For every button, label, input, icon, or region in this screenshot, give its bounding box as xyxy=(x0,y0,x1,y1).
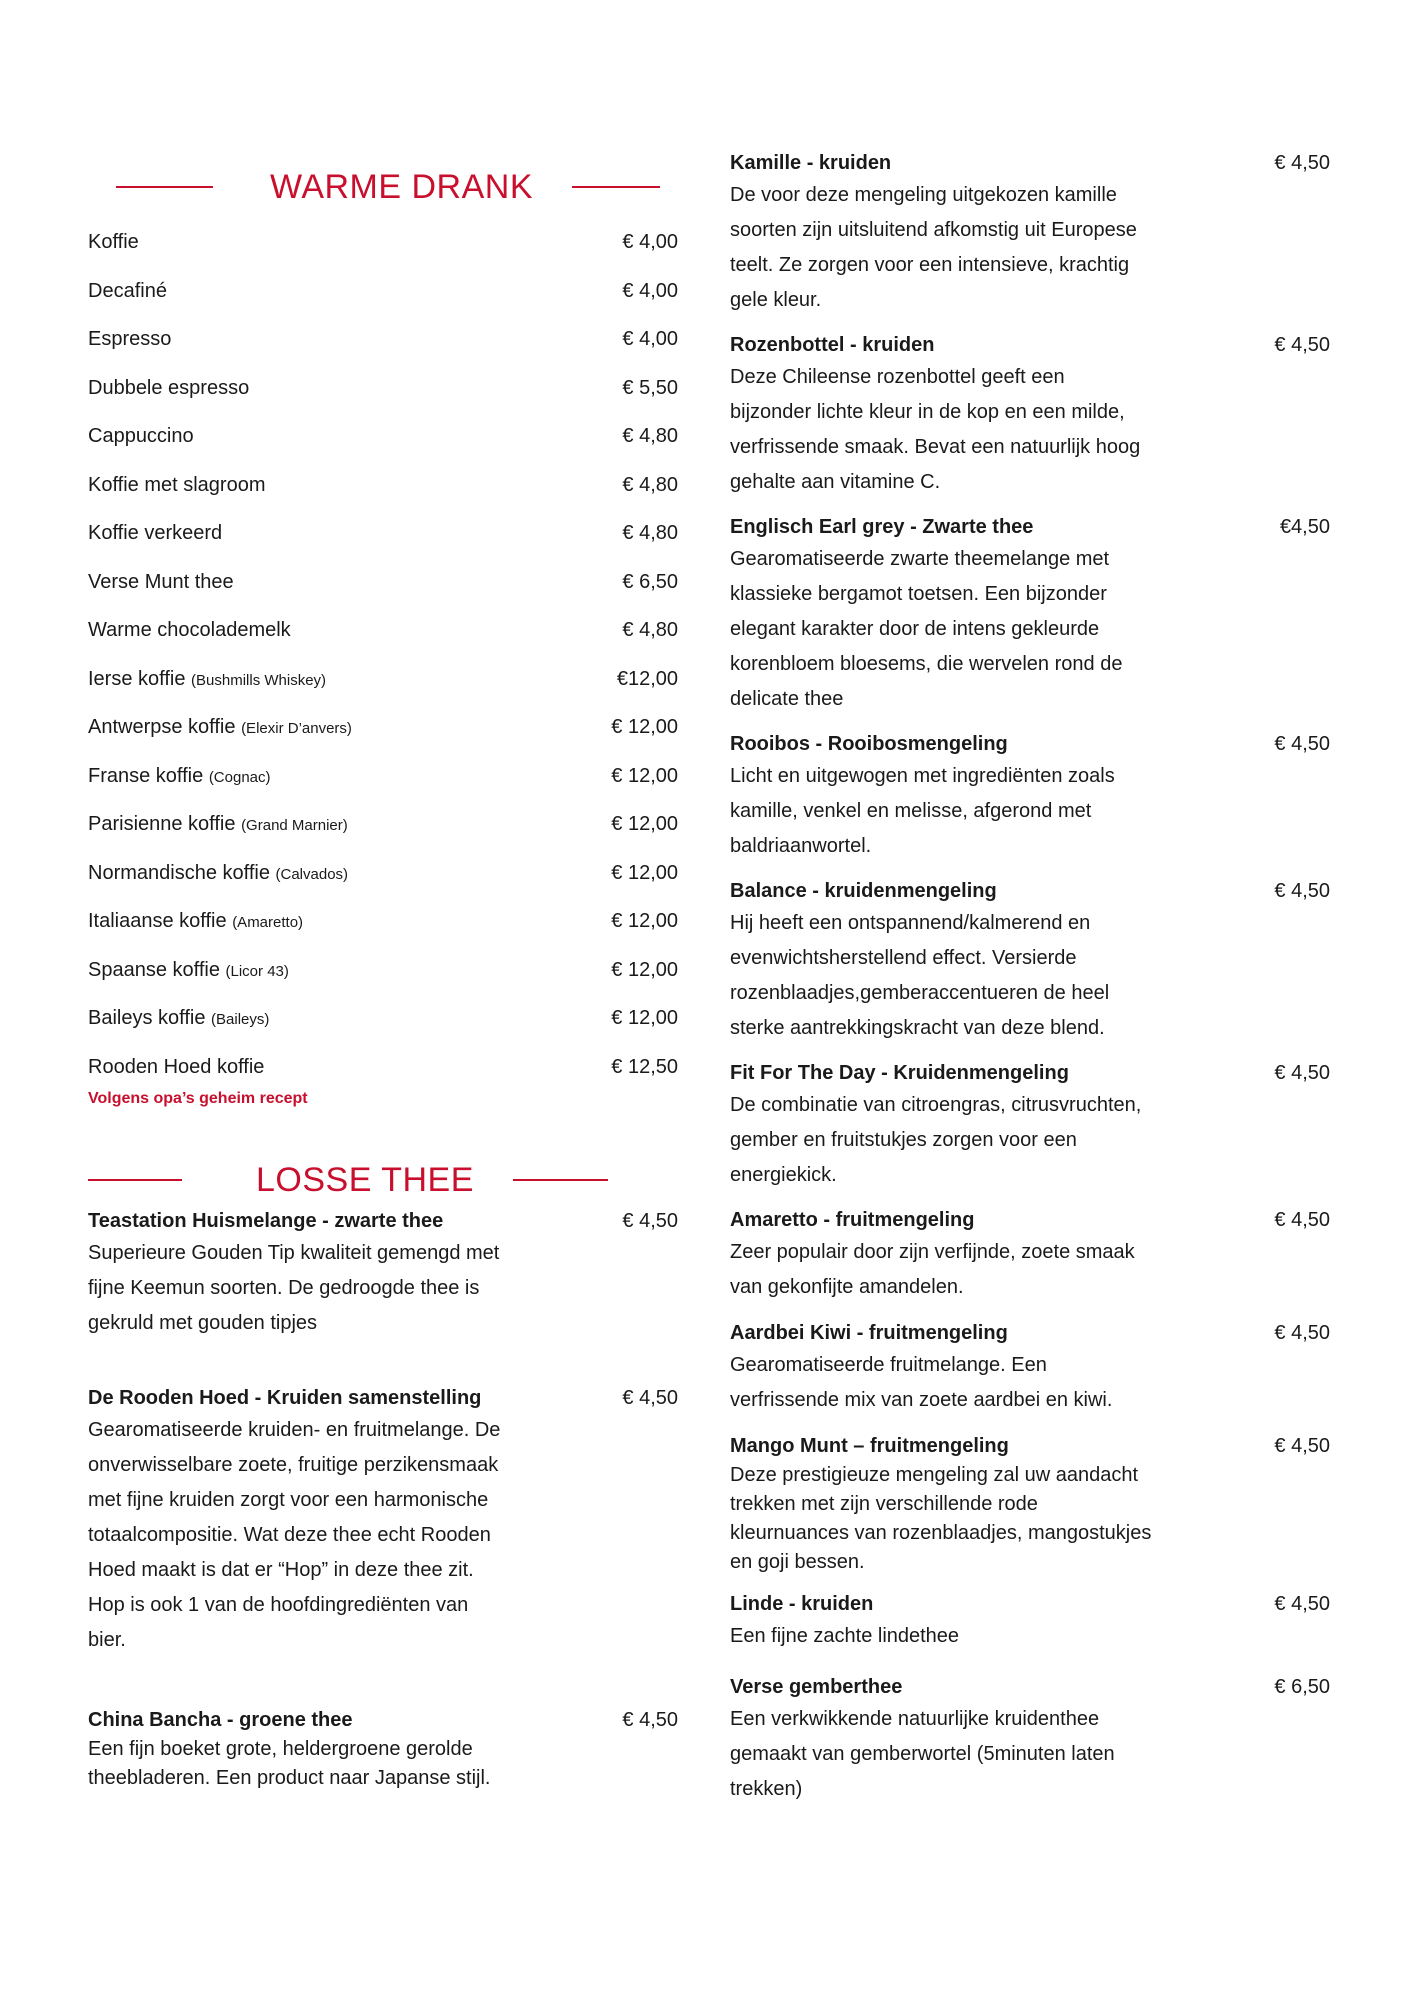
menu-item-note: (Grand Marnier) xyxy=(241,817,348,834)
tea-description-line: sterke aantrekkingskracht van deze blend. xyxy=(730,1017,1105,1039)
menu-item-name xyxy=(88,849,348,899)
menu-item-row xyxy=(88,897,678,945)
menu-item-price: € 12,00 xyxy=(611,764,678,787)
menu-item-note: (Cognac) xyxy=(208,768,271,786)
tea-description-line: baldriaanwortel. xyxy=(730,835,872,857)
tea-description-line: van gekonfijte amandelen. xyxy=(730,1276,964,1298)
menu-item-label: Koffie xyxy=(88,231,139,253)
tea-description-line: klassieke bergamot toetsen. Een bijzonder xyxy=(730,583,1107,605)
menu-item-price: € 4,00 xyxy=(622,279,678,302)
warme-drank-heading xyxy=(88,162,678,212)
right-column xyxy=(730,0,1330,2000)
tea-description-line: Een verkwikkende natuurlijke kruidenthee xyxy=(730,1708,1100,1730)
tea-description-line: gekruld met gouden tipjes xyxy=(88,1312,318,1334)
menu-item-name xyxy=(88,800,348,850)
menu-item-note: (Baileys) xyxy=(211,1011,270,1028)
menu-item-price: € 12,00 xyxy=(611,716,678,738)
menu-item-note: (Amaretto) xyxy=(232,914,304,931)
menu-item-note: (Calvados) xyxy=(275,865,349,883)
menu-item-name xyxy=(88,218,139,266)
losse-thee-heading xyxy=(88,1155,678,1205)
tea-description-line: verfrissende mix van zoete aardbei en kiwi. xyxy=(730,1389,1113,1411)
tea-description-line: theebladeren. Een product naar Japanse stijl. xyxy=(88,1767,491,1789)
menu-item-row xyxy=(88,461,678,509)
menu-item-price: € 4,80 xyxy=(622,425,678,447)
menu-item-name xyxy=(88,994,269,1044)
menu-item-label: Koffie verkeerd xyxy=(88,522,223,544)
tea-item xyxy=(730,1672,1330,1807)
tea-description-line: Gearomatiseerde zwarte theemelange met xyxy=(730,548,1110,570)
menu-item-name xyxy=(88,558,234,606)
menu-item-label: Koffie met slagroom xyxy=(88,473,266,496)
menu-item-row xyxy=(88,655,678,703)
tea-item xyxy=(730,1318,1330,1418)
menu-item-row xyxy=(88,946,678,994)
left-column xyxy=(88,0,678,2000)
menu-item-label: Antwerpse koffie xyxy=(88,716,236,738)
tea-description-line: fijne Keemun soorten. De gedroogde thee is xyxy=(88,1277,480,1299)
menu-item-price: € 12,00 xyxy=(611,958,678,981)
menu-item-price: € 4,80 xyxy=(622,473,678,496)
tea-description-line: Deze Chileense rozenbottel geeft een xyxy=(730,366,1065,388)
tea-item xyxy=(730,1058,1330,1193)
menu-item-note: (Elexir D’anvers) xyxy=(241,720,352,737)
tea-description-line: Hop is ook 1 van de hoofdingrediënten van xyxy=(88,1594,469,1616)
tea-item xyxy=(730,1431,1330,1577)
tea-description-line: energiekick. xyxy=(730,1164,837,1186)
menu-item-label: Dubbele espresso xyxy=(88,376,250,399)
tea-item xyxy=(730,330,1330,500)
tea-price: € 4,50 xyxy=(1274,1062,1330,1084)
tea-description-line: trekken met zijn verschillende rode xyxy=(730,1493,1038,1515)
menu-item-name xyxy=(88,412,194,460)
menu-item-row xyxy=(88,752,678,800)
menu-item-price: € 6,50 xyxy=(622,570,678,593)
tea-price: € 4,50 xyxy=(1274,1593,1330,1615)
tea-description-line: Een fijne zachte lindethee xyxy=(730,1625,960,1647)
tea-description-line: korenbloem bloesems, die wervelen rond de xyxy=(730,653,1123,675)
tea-price: € 4,50 xyxy=(1274,1322,1330,1344)
menu-item-row xyxy=(88,1043,678,1091)
tea-description-line: De voor deze mengeling uitgekozen kamille xyxy=(730,184,1117,206)
tea-name: Balance - kruidenmengeling xyxy=(730,880,997,902)
warme-drank-title: WARME DRANK xyxy=(270,168,534,206)
tea-price: € 4,50 xyxy=(1274,880,1330,902)
heading-rule-right xyxy=(513,1179,608,1181)
tea-name: Kamille - kruiden xyxy=(730,152,892,174)
menu-item-row xyxy=(88,849,678,897)
menu-item-label: Cappuccino xyxy=(88,425,194,447)
tea-name: Amaretto - fruitmengeling xyxy=(730,1209,975,1231)
menu-item-row xyxy=(88,218,678,266)
menu-item-name xyxy=(88,509,222,557)
heading-rule-left xyxy=(88,1179,182,1181)
menu-item-name xyxy=(88,1043,264,1091)
menu-item-label: Rooden Hoed koffie xyxy=(88,1055,265,1078)
tea-description-line: bier. xyxy=(88,1629,126,1651)
tea-description-line: evenwichtsherstellend effect. Versierde xyxy=(730,947,1077,969)
menu-item-name xyxy=(88,606,291,654)
tea-name: Linde - kruiden xyxy=(730,1593,874,1615)
menu-item-label: Baileys koffie xyxy=(88,1007,206,1029)
tea-name: China Bancha - groene thee xyxy=(88,1709,353,1731)
menu-item-name xyxy=(88,364,249,412)
tea-item xyxy=(730,729,1330,864)
tea-description-line: kamille, venkel en melisse, afgerond met xyxy=(730,800,1092,822)
losse-thee-title: LOSSE THEE xyxy=(256,1161,474,1199)
menu-item-label: Verse Munt thee xyxy=(88,570,234,593)
tea-description-line: Hij heeft een ontspannend/kalmerend en xyxy=(730,912,1091,934)
menu-item-row xyxy=(88,994,678,1042)
tea-description-line: onverwisselbare zoete, fruitige perzikensmaak xyxy=(88,1454,499,1476)
menu-item-label: Parisienne koffie xyxy=(88,813,236,835)
tea-description-line: Een fijn boeket grote, heldergroene gerolde xyxy=(88,1738,473,1760)
tea-price: € 6,50 xyxy=(1274,1676,1330,1698)
menu-item-label: Decafiné xyxy=(88,279,167,302)
menu-item-name xyxy=(88,655,326,705)
tea-name: Rozenbottel - kruiden xyxy=(730,334,935,356)
tea-name: Verse gemberthee xyxy=(730,1676,903,1698)
heading-rule-right xyxy=(572,186,660,188)
tea-description-line: gele kleur. xyxy=(730,289,822,311)
tea-price: €4,50 xyxy=(1279,516,1330,538)
tea-description-line: Hoed maakt is dat er “Hop” in deze thee zit. xyxy=(88,1559,474,1581)
tea-description-line: met fijne kruiden zorgt voor een harmonische xyxy=(88,1489,489,1511)
tea-price: € 4,50 xyxy=(622,1210,678,1232)
menu-item-label: Normandische koffie xyxy=(88,861,270,884)
menu-item-name xyxy=(88,315,171,363)
tea-description-line: totaalcompositie. Wat deze thee echt Rooden xyxy=(88,1524,491,1546)
tea-description-line: gehalte aan vitamine C. xyxy=(730,471,941,493)
tea-description-line: en goji bessen. xyxy=(730,1551,865,1573)
menu-item-price: € 12,50 xyxy=(611,1055,678,1078)
menu-item-price: € 4,00 xyxy=(622,231,678,253)
tea-price: € 4,50 xyxy=(1274,1209,1330,1231)
menu-item-row xyxy=(88,703,678,751)
tea-description-line: Gearomatiseerde fruitmelange. Een xyxy=(730,1354,1047,1376)
menu-item-label: Franse koffie xyxy=(88,764,204,787)
tea-description-line: Gearomatiseerde kruiden- en fruitmelange. De xyxy=(88,1419,501,1441)
tea-description-line: soorten zijn uitsluitend afkomstig uit Europese xyxy=(730,219,1137,241)
secret-recipe-note: Volgens opa’s geheim recept xyxy=(88,1090,308,1107)
tea-description-line: trekken) xyxy=(730,1778,803,1800)
tea-description-line: Zeer populair door zijn verfijnde, zoete smaak xyxy=(730,1241,1135,1263)
tea-description-line: verfrissende smaak. Bevat een natuurlijk hoog xyxy=(730,436,1141,458)
menu-item-label: Warme chocolademelk xyxy=(88,619,291,641)
tea-description-line: rozenblaadjes,gemberaccentueren de heel xyxy=(730,982,1110,1004)
tea-description-line: gember en fruitstukjes zorgen voor een xyxy=(730,1129,1077,1151)
menu-item-label: Espresso xyxy=(88,328,172,350)
tea-name: Mango Munt – fruitmengeling xyxy=(730,1435,1009,1457)
menu-item-price: € 12,00 xyxy=(611,1007,678,1029)
menu-item-row xyxy=(88,267,678,315)
menu-item-row xyxy=(88,315,678,363)
menu-item-note: (Bushmills Whiskey) xyxy=(191,671,327,689)
tea-item xyxy=(730,1205,1330,1305)
tea-item xyxy=(730,1589,1330,1654)
tea-price: € 4,50 xyxy=(1274,1435,1330,1457)
menu-item-row xyxy=(88,509,678,557)
menu-item-name xyxy=(88,897,303,947)
menu-item-price: € 4,80 xyxy=(622,619,678,641)
tea-description-line: delicate thee xyxy=(730,688,844,710)
menu-item-name xyxy=(88,752,271,802)
menu-item-row xyxy=(88,558,678,606)
menu-item-row xyxy=(88,800,678,848)
tea-name: Englisch Earl grey - Zwarte thee xyxy=(730,516,1034,538)
tea-description-line: bijzonder lichte kleur in de kop en een milde, xyxy=(730,401,1125,423)
tea-description-line: elegant karakter door de intens gekleurde xyxy=(730,618,1100,640)
tea-description-line: Licht en uitgewogen met ingrediënten zoals xyxy=(730,765,1115,787)
menu-item-label: Italiaanse koffie xyxy=(88,910,227,932)
menu-item-row xyxy=(88,412,678,460)
menu-item-label: Ierse koffie xyxy=(88,667,186,690)
tea-price: € 4,50 xyxy=(622,1387,678,1409)
tea-name: De Rooden Hoed - Kruiden samenstelling xyxy=(88,1387,482,1409)
tea-description-line: Deze prestigieuze mengeling zal uw aandacht xyxy=(730,1464,1139,1486)
menu-item-label: Spaanse koffie xyxy=(88,958,220,981)
tea-description-line: kleurnuances van rozenblaadjes, mangostukjes xyxy=(730,1522,1152,1544)
tea-item xyxy=(730,148,1330,318)
tea-item xyxy=(88,1705,678,1793)
menu-item-price: € 4,80 xyxy=(622,522,678,544)
tea-description-line: Superieure Gouden Tip kwaliteit gemengd met xyxy=(88,1242,500,1264)
menu-item-note: (Licor 43) xyxy=(225,962,289,980)
tea-item xyxy=(730,876,1330,1046)
tea-name: Aardbei Kiwi - fruitmengeling xyxy=(730,1322,1008,1344)
tea-price: € 4,50 xyxy=(1274,152,1330,174)
menu-item-price: € 12,00 xyxy=(611,910,678,932)
tea-name: Rooibos - Rooibosmengeling xyxy=(730,733,1008,755)
menu-item-price: € 12,00 xyxy=(611,813,678,835)
menu-item-price: €12,00 xyxy=(616,667,678,690)
menu-item-name xyxy=(88,267,167,315)
tea-name: Fit For The Day - Kruidenmengeling xyxy=(730,1062,1069,1084)
tea-item xyxy=(88,1206,678,1341)
menu-item-price: € 5,50 xyxy=(622,376,678,399)
menu-item-name xyxy=(88,461,266,509)
heading-rule-left xyxy=(116,186,213,188)
tea-description-line: gemaakt van gemberwortel (5minuten laten xyxy=(730,1743,1115,1765)
menu-item-price: € 12,00 xyxy=(611,861,678,884)
menu-item-name xyxy=(88,946,289,996)
tea-name: Teastation Huismelange - zwarte thee xyxy=(88,1210,444,1232)
menu-item-price: € 4,00 xyxy=(622,328,678,350)
tea-item xyxy=(88,1383,678,1658)
menu-item-row xyxy=(88,364,678,412)
tea-item xyxy=(730,512,1330,717)
tea-description-line: teelt. Ze zorgen voor een intensieve, krachtig xyxy=(730,254,1130,276)
tea-description-line: De combinatie van citroengras, citrusvruchten, xyxy=(730,1094,1142,1116)
tea-price: € 4,50 xyxy=(622,1709,678,1731)
tea-price: € 4,50 xyxy=(1274,334,1330,356)
tea-price: € 4,50 xyxy=(1274,733,1330,755)
menu-item-name xyxy=(88,703,352,753)
menu-item-row xyxy=(88,606,678,654)
